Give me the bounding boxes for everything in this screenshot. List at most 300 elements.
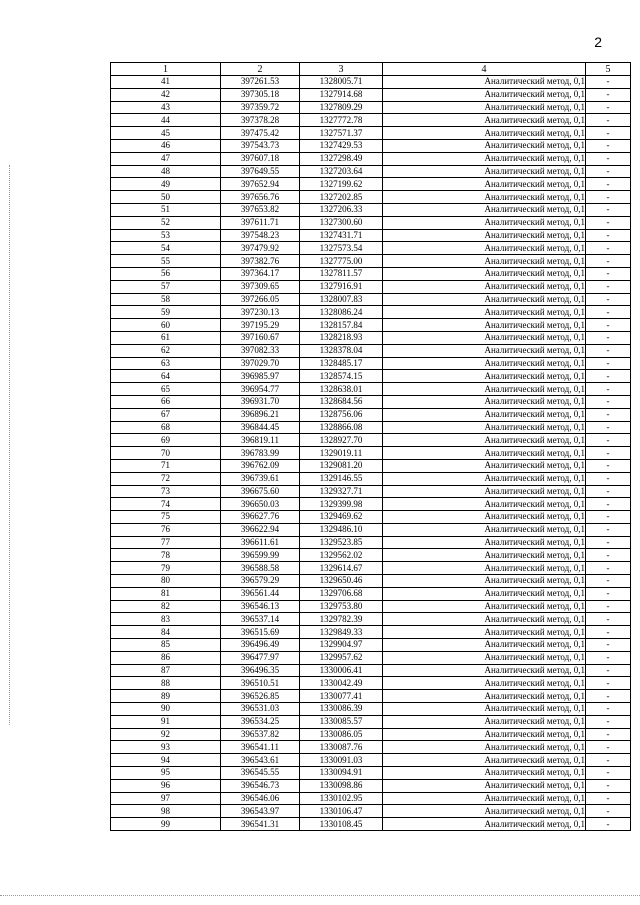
y-coordinate-cell: 1329469.62 <box>300 511 383 524</box>
note-cell: - <box>586 76 631 89</box>
y-coordinate-cell: 1328485.17 <box>300 357 383 370</box>
y-coordinate-cell: 1329753.80 <box>300 600 383 613</box>
x-coordinate-cell: 397305.18 <box>221 88 300 101</box>
table-row <box>111 319 631 332</box>
method-cell: Аналитический метод, 0,1 <box>383 152 586 165</box>
x-coordinate-cell: 396537.82 <box>221 728 300 741</box>
y-coordinate-cell: 1327298.49 <box>300 152 383 165</box>
x-coordinate-cell: 396531.03 <box>221 703 300 716</box>
note-cell: - <box>586 267 631 280</box>
y-coordinate-cell: 1330106.47 <box>300 805 383 818</box>
note-cell: - <box>586 511 631 524</box>
point-number-cell: 72 <box>111 472 221 485</box>
method-cell: Аналитический метод, 0,1 <box>383 447 586 460</box>
note-cell: - <box>586 575 631 588</box>
table-row <box>111 536 631 549</box>
point-number-cell: 49 <box>111 178 221 191</box>
table-row <box>111 255 631 268</box>
table-row <box>111 344 631 357</box>
point-number-cell: 59 <box>111 306 221 319</box>
note-cell: - <box>586 562 631 575</box>
y-coordinate-cell: 1330091.03 <box>300 754 383 767</box>
y-coordinate-cell: 1327429.53 <box>300 139 383 152</box>
note-cell: - <box>586 344 631 357</box>
point-number-cell: 66 <box>111 395 221 408</box>
method-cell: Аналитический метод, 0,1 <box>383 139 586 152</box>
y-coordinate-cell: 1328218.93 <box>300 331 383 344</box>
table-row <box>111 523 631 536</box>
x-coordinate-cell: 397364.17 <box>221 267 300 280</box>
note-cell: - <box>586 677 631 690</box>
y-coordinate-cell: 1329146.55 <box>300 472 383 485</box>
y-coordinate-cell: 1330086.05 <box>300 728 383 741</box>
point-number-cell: 48 <box>111 165 221 178</box>
method-cell: Аналитический метод, 0,1 <box>383 549 586 562</box>
note-cell: - <box>586 664 631 677</box>
note-cell: - <box>586 523 631 536</box>
table-row <box>111 127 631 140</box>
point-number-cell: 92 <box>111 728 221 741</box>
y-coordinate-cell: 1330108.45 <box>300 818 383 831</box>
x-coordinate-cell: 396526.85 <box>221 690 300 703</box>
point-number-cell: 70 <box>111 447 221 460</box>
y-coordinate-cell: 1329849.33 <box>300 626 383 639</box>
x-coordinate-cell: 397309.65 <box>221 280 300 293</box>
x-coordinate-cell: 396627.76 <box>221 511 300 524</box>
note-cell: - <box>586 690 631 703</box>
note-cell: - <box>586 114 631 127</box>
table-row <box>111 600 631 613</box>
method-cell: Аналитический метод, 0,1 <box>383 613 586 626</box>
x-coordinate-cell: 397548.23 <box>221 229 300 242</box>
point-number-cell: 81 <box>111 587 221 600</box>
note-cell: - <box>586 255 631 268</box>
table-row <box>111 306 631 319</box>
note-cell: - <box>586 88 631 101</box>
method-cell: Аналитический метод, 0,1 <box>383 639 586 652</box>
method-cell: Аналитический метод, 0,1 <box>383 178 586 191</box>
point-number-cell: 89 <box>111 690 221 703</box>
method-cell: Аналитический метод, 0,1 <box>383 165 586 178</box>
header-col-5: 5 <box>586 63 631 76</box>
table-row <box>111 459 631 472</box>
x-coordinate-cell: 396675.60 <box>221 485 300 498</box>
y-coordinate-cell: 1328574.15 <box>300 370 383 383</box>
method-cell: Аналитический метод, 0,1 <box>383 421 586 434</box>
y-coordinate-cell: 1327573.54 <box>300 242 383 255</box>
y-coordinate-cell: 1329614.67 <box>300 562 383 575</box>
point-number-cell: 86 <box>111 651 221 664</box>
y-coordinate-cell: 1329904.97 <box>300 639 383 652</box>
point-number-cell: 77 <box>111 536 221 549</box>
table-row <box>111 703 631 716</box>
point-number-cell: 62 <box>111 344 221 357</box>
table-row <box>111 76 631 89</box>
method-cell: Аналитический метод, 0,1 <box>383 101 586 114</box>
y-coordinate-cell: 1330086.39 <box>300 703 383 716</box>
table-row <box>111 779 631 792</box>
x-coordinate-cell: 396537.14 <box>221 613 300 626</box>
point-number-cell: 99 <box>111 818 221 831</box>
table-row <box>111 434 631 447</box>
x-coordinate-cell: 396543.61 <box>221 754 300 767</box>
point-number-cell: 98 <box>111 805 221 818</box>
y-coordinate-cell: 1328927.70 <box>300 434 383 447</box>
table-row <box>111 754 631 767</box>
table-row <box>111 293 631 306</box>
method-cell: Аналитический метод, 0,1 <box>383 242 586 255</box>
y-coordinate-cell: 1330102.95 <box>300 792 383 805</box>
point-number-cell: 57 <box>111 280 221 293</box>
table-row <box>111 408 631 421</box>
x-coordinate-cell: 397160.67 <box>221 331 300 344</box>
table-row <box>111 101 631 114</box>
note-cell: - <box>586 485 631 498</box>
method-cell: Аналитический метод, 0,1 <box>383 779 586 792</box>
y-coordinate-cell: 1329486.10 <box>300 523 383 536</box>
x-coordinate-cell: 397230.13 <box>221 306 300 319</box>
note-cell: - <box>586 498 631 511</box>
method-cell: Аналитический метод, 0,1 <box>383 229 586 242</box>
point-number-cell: 82 <box>111 600 221 613</box>
table-row <box>111 511 631 524</box>
point-number-cell: 75 <box>111 511 221 524</box>
y-coordinate-cell: 1327811.57 <box>300 267 383 280</box>
point-number-cell: 78 <box>111 549 221 562</box>
y-coordinate-cell: 1328684.56 <box>300 395 383 408</box>
method-cell: Аналитический метод, 0,1 <box>383 728 586 741</box>
point-number-cell: 90 <box>111 703 221 716</box>
point-number-cell: 46 <box>111 139 221 152</box>
point-number-cell: 65 <box>111 383 221 396</box>
point-number-cell: 56 <box>111 267 221 280</box>
table-row <box>111 331 631 344</box>
table-row <box>111 267 631 280</box>
x-coordinate-cell: 396588.58 <box>221 562 300 575</box>
note-cell: - <box>586 600 631 613</box>
table-header-row <box>111 63 631 76</box>
x-coordinate-cell: 397359.72 <box>221 101 300 114</box>
y-coordinate-cell: 1329782.39 <box>300 613 383 626</box>
table-row <box>111 767 631 780</box>
y-coordinate-cell: 1327775.00 <box>300 255 383 268</box>
note-cell: - <box>586 101 631 114</box>
y-coordinate-cell: 1330077.41 <box>300 690 383 703</box>
method-cell: Аналитический метод, 0,1 <box>383 626 586 639</box>
table-row <box>111 242 631 255</box>
method-cell: Аналитический метод, 0,1 <box>383 114 586 127</box>
method-cell: Аналитический метод, 0,1 <box>383 562 586 575</box>
note-cell: - <box>586 127 631 140</box>
point-number-cell: 68 <box>111 421 221 434</box>
method-cell: Аналитический метод, 0,1 <box>383 472 586 485</box>
x-coordinate-cell: 397653.82 <box>221 203 300 216</box>
table-row <box>111 88 631 101</box>
table-row <box>111 613 631 626</box>
table-row <box>111 114 631 127</box>
table-row <box>111 152 631 165</box>
y-coordinate-cell: 1329957.62 <box>300 651 383 664</box>
table-row <box>111 395 631 408</box>
method-cell: Аналитический метод, 0,1 <box>383 741 586 754</box>
table-row <box>111 203 631 216</box>
method-cell: Аналитический метод, 0,1 <box>383 575 586 588</box>
method-cell: Аналитический метод, 0,1 <box>383 383 586 396</box>
note-cell: - <box>586 434 631 447</box>
x-coordinate-cell: 396739.61 <box>221 472 300 485</box>
table-row <box>111 383 631 396</box>
point-number-cell: 63 <box>111 357 221 370</box>
note-cell: - <box>586 319 631 332</box>
y-coordinate-cell: 1329081.20 <box>300 459 383 472</box>
table-row <box>111 216 631 229</box>
y-coordinate-cell: 1327809.29 <box>300 101 383 114</box>
table-row <box>111 370 631 383</box>
coordinates-table <box>110 62 631 831</box>
page-number: 2 <box>594 34 602 50</box>
y-coordinate-cell: 1329399.98 <box>300 498 383 511</box>
note-cell: - <box>586 754 631 767</box>
y-coordinate-cell: 1328007.83 <box>300 293 383 306</box>
y-coordinate-cell: 1327914.68 <box>300 88 383 101</box>
x-coordinate-cell: 397261.53 <box>221 76 300 89</box>
point-number-cell: 95 <box>111 767 221 780</box>
point-number-cell: 53 <box>111 229 221 242</box>
table-row <box>111 562 631 575</box>
note-cell: - <box>586 178 631 191</box>
point-number-cell: 79 <box>111 562 221 575</box>
table-row <box>111 792 631 805</box>
x-coordinate-cell: 396546.73 <box>221 779 300 792</box>
y-coordinate-cell: 1330006.41 <box>300 664 383 677</box>
point-number-cell: 61 <box>111 331 221 344</box>
x-coordinate-cell: 397029.70 <box>221 357 300 370</box>
point-number-cell: 50 <box>111 191 221 204</box>
y-coordinate-cell: 1327199.62 <box>300 178 383 191</box>
method-cell: Аналитический метод, 0,1 <box>383 216 586 229</box>
method-cell: Аналитический метод, 0,1 <box>383 306 586 319</box>
point-number-cell: 45 <box>111 127 221 140</box>
table-row <box>111 165 631 178</box>
point-number-cell: 91 <box>111 715 221 728</box>
note-cell: - <box>586 421 631 434</box>
note-cell: - <box>586 651 631 664</box>
note-cell: - <box>586 626 631 639</box>
point-number-cell: 52 <box>111 216 221 229</box>
point-number-cell: 97 <box>111 792 221 805</box>
x-coordinate-cell: 396561.44 <box>221 587 300 600</box>
table-row <box>111 664 631 677</box>
note-cell: - <box>586 152 631 165</box>
x-coordinate-cell: 396546.06 <box>221 792 300 805</box>
x-coordinate-cell: 396650.03 <box>221 498 300 511</box>
method-cell: Аналитический метод, 0,1 <box>383 88 586 101</box>
method-cell: Аналитический метод, 0,1 <box>383 127 586 140</box>
note-cell: - <box>586 779 631 792</box>
bottom-margin-line <box>0 895 640 896</box>
method-cell: Аналитический метод, 0,1 <box>383 408 586 421</box>
method-cell: Аналитический метод, 0,1 <box>383 191 586 204</box>
y-coordinate-cell: 1329327.71 <box>300 485 383 498</box>
point-number-cell: 74 <box>111 498 221 511</box>
point-number-cell: 94 <box>111 754 221 767</box>
note-cell: - <box>586 165 631 178</box>
point-number-cell: 67 <box>111 408 221 421</box>
method-cell: Аналитический метод, 0,1 <box>383 715 586 728</box>
method-cell: Аналитический метод, 0,1 <box>383 651 586 664</box>
method-cell: Аналитический метод, 0,1 <box>383 267 586 280</box>
x-coordinate-cell: 397611.71 <box>221 216 300 229</box>
x-coordinate-cell: 397543.73 <box>221 139 300 152</box>
x-coordinate-cell: 396543.97 <box>221 805 300 818</box>
note-cell: - <box>586 549 631 562</box>
x-coordinate-cell: 397656.76 <box>221 191 300 204</box>
x-coordinate-cell: 397475.42 <box>221 127 300 140</box>
y-coordinate-cell: 1330087.76 <box>300 741 383 754</box>
note-cell: - <box>586 293 631 306</box>
method-cell: Аналитический метод, 0,1 <box>383 485 586 498</box>
point-number-cell: 47 <box>111 152 221 165</box>
note-cell: - <box>586 587 631 600</box>
note-cell: - <box>586 459 631 472</box>
point-number-cell: 88 <box>111 677 221 690</box>
y-coordinate-cell: 1330094.91 <box>300 767 383 780</box>
point-number-cell: 84 <box>111 626 221 639</box>
x-coordinate-cell: 396496.49 <box>221 639 300 652</box>
method-cell: Аналитический метод, 0,1 <box>383 703 586 716</box>
x-coordinate-cell: 397652.94 <box>221 178 300 191</box>
x-coordinate-cell: 396931.70 <box>221 395 300 408</box>
point-number-cell: 85 <box>111 639 221 652</box>
x-coordinate-cell: 397195.29 <box>221 319 300 332</box>
y-coordinate-cell: 1328866.08 <box>300 421 383 434</box>
x-coordinate-cell: 397479.92 <box>221 242 300 255</box>
point-number-cell: 73 <box>111 485 221 498</box>
point-number-cell: 55 <box>111 255 221 268</box>
y-coordinate-cell: 1328157.84 <box>300 319 383 332</box>
note-cell: - <box>586 139 631 152</box>
x-coordinate-cell: 397607.18 <box>221 152 300 165</box>
x-coordinate-cell: 396545.55 <box>221 767 300 780</box>
note-cell: - <box>586 613 631 626</box>
table-row <box>111 677 631 690</box>
point-number-cell: 83 <box>111 613 221 626</box>
y-coordinate-cell: 1328005.71 <box>300 76 383 89</box>
table-row <box>111 280 631 293</box>
method-cell: Аналитический метод, 0,1 <box>383 357 586 370</box>
table-row <box>111 229 631 242</box>
point-number-cell: 60 <box>111 319 221 332</box>
x-coordinate-cell: 396496.35 <box>221 664 300 677</box>
table-row <box>111 715 631 728</box>
table-row <box>111 626 631 639</box>
table-row <box>111 639 631 652</box>
method-cell: Аналитический метод, 0,1 <box>383 754 586 767</box>
note-cell: - <box>586 805 631 818</box>
table-row <box>111 549 631 562</box>
table-row <box>111 498 631 511</box>
note-cell: - <box>586 472 631 485</box>
note-cell: - <box>586 383 631 396</box>
method-cell: Аналитический метод, 0,1 <box>383 600 586 613</box>
method-cell: Аналитический метод, 0,1 <box>383 76 586 89</box>
method-cell: Аналитический метод, 0,1 <box>383 395 586 408</box>
y-coordinate-cell: 1327206.33 <box>300 203 383 216</box>
table-row <box>111 447 631 460</box>
x-coordinate-cell: 397382.76 <box>221 255 300 268</box>
x-coordinate-cell: 396762.09 <box>221 459 300 472</box>
table-row <box>111 741 631 754</box>
point-number-cell: 54 <box>111 242 221 255</box>
note-cell: - <box>586 639 631 652</box>
x-coordinate-cell: 396546.13 <box>221 600 300 613</box>
point-number-cell: 51 <box>111 203 221 216</box>
x-coordinate-cell: 396541.31 <box>221 818 300 831</box>
table-row <box>111 818 631 831</box>
note-cell: - <box>586 767 631 780</box>
x-coordinate-cell: 396477.97 <box>221 651 300 664</box>
x-coordinate-cell: 396783.99 <box>221 447 300 460</box>
note-cell: - <box>586 216 631 229</box>
table-row <box>111 587 631 600</box>
note-cell: - <box>586 792 631 805</box>
y-coordinate-cell: 1327571.37 <box>300 127 383 140</box>
method-cell: Аналитический метод, 0,1 <box>383 690 586 703</box>
point-number-cell: 93 <box>111 741 221 754</box>
y-coordinate-cell: 1329019.11 <box>300 447 383 460</box>
header-col-4: 4 <box>383 63 586 76</box>
method-cell: Аналитический метод, 0,1 <box>383 459 586 472</box>
y-coordinate-cell: 1327916.91 <box>300 280 383 293</box>
x-coordinate-cell: 396510.51 <box>221 677 300 690</box>
x-coordinate-cell: 396954.77 <box>221 383 300 396</box>
x-coordinate-cell: 396579.29 <box>221 575 300 588</box>
point-number-cell: 87 <box>111 664 221 677</box>
method-cell: Аналитический метод, 0,1 <box>383 792 586 805</box>
y-coordinate-cell: 1329650.46 <box>300 575 383 588</box>
note-cell: - <box>586 536 631 549</box>
table-row <box>111 191 631 204</box>
note-cell: - <box>586 357 631 370</box>
header-col-2: 2 <box>221 63 300 76</box>
table-row <box>111 805 631 818</box>
x-coordinate-cell: 396819.11 <box>221 434 300 447</box>
y-coordinate-cell: 1330042.49 <box>300 677 383 690</box>
method-cell: Аналитический метод, 0,1 <box>383 255 586 268</box>
point-number-cell: 58 <box>111 293 221 306</box>
method-cell: Аналитический метод, 0,1 <box>383 536 586 549</box>
x-coordinate-cell: 397266.05 <box>221 293 300 306</box>
y-coordinate-cell: 1329706.68 <box>300 587 383 600</box>
note-cell: - <box>586 280 631 293</box>
header-col-3: 3 <box>300 63 383 76</box>
method-cell: Аналитический метод, 0,1 <box>383 331 586 344</box>
note-cell: - <box>586 741 631 754</box>
y-coordinate-cell: 1330098.86 <box>300 779 383 792</box>
method-cell: Аналитический метод, 0,1 <box>383 203 586 216</box>
method-cell: Аналитический метод, 0,1 <box>383 523 586 536</box>
y-coordinate-cell: 1328756.06 <box>300 408 383 421</box>
y-coordinate-cell: 1327772.78 <box>300 114 383 127</box>
method-cell: Аналитический метод, 0,1 <box>383 587 586 600</box>
point-number-cell: 76 <box>111 523 221 536</box>
note-cell: - <box>586 728 631 741</box>
x-coordinate-cell: 396985.97 <box>221 370 300 383</box>
x-coordinate-cell: 397082.33 <box>221 344 300 357</box>
point-number-cell: 96 <box>111 779 221 792</box>
note-cell: - <box>586 715 631 728</box>
point-number-cell: 44 <box>111 114 221 127</box>
